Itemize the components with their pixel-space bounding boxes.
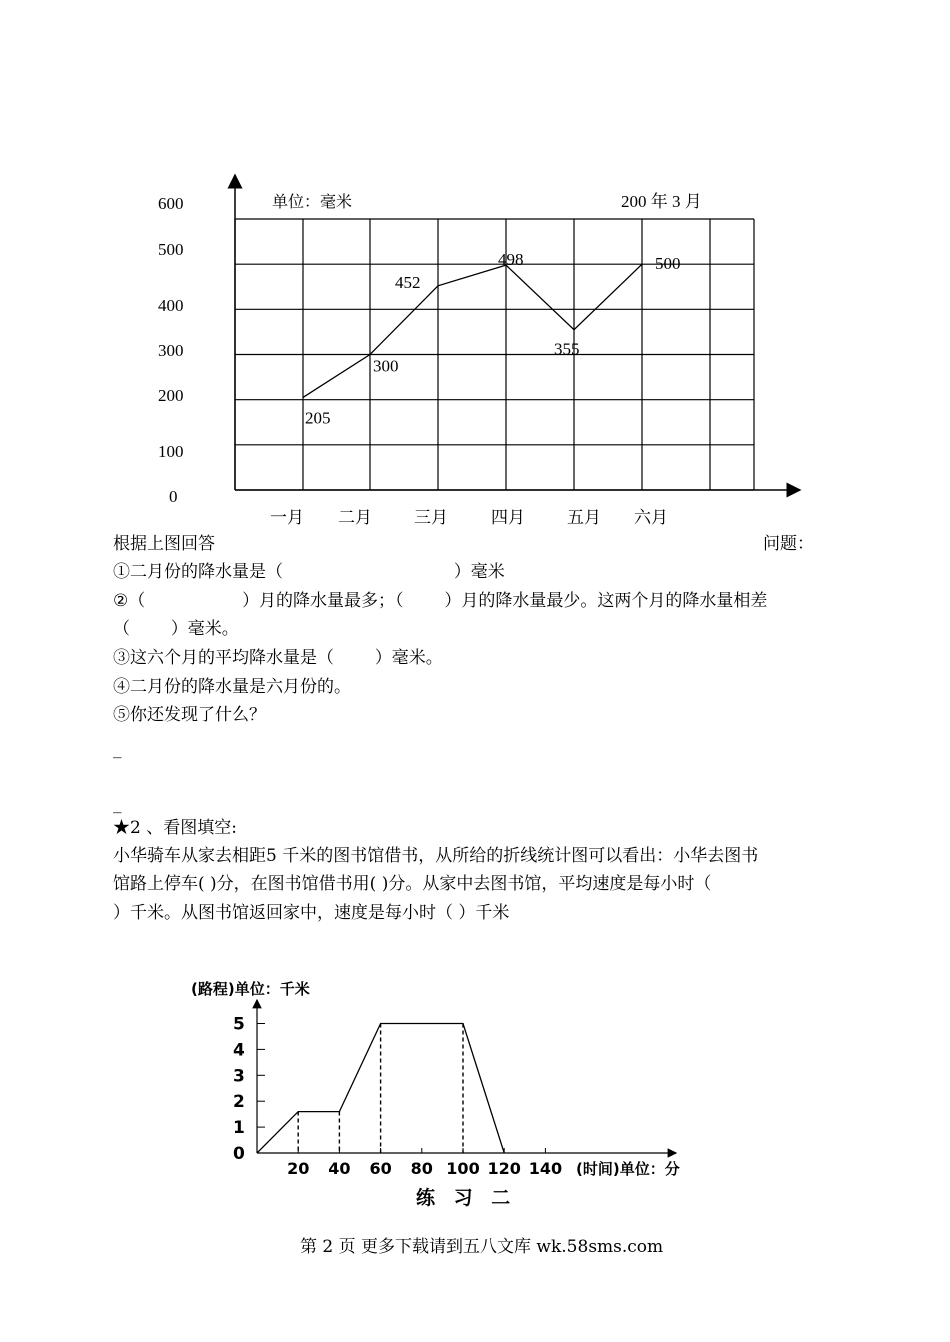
data-label: 205 — [305, 408, 331, 428]
y-tick-label: 300 — [158, 341, 184, 360]
unit-label: 单位：毫米 — [272, 194, 353, 211]
data-label: 500 — [655, 254, 681, 274]
x-tick-label: 20 — [287, 1159, 310, 1178]
x-tick-label: 二月 — [338, 508, 372, 527]
section2-title: ★2 、看图填空: — [113, 818, 237, 838]
question-5: ⑤你还发现了什么？ — [113, 705, 266, 725]
y-tick-labels — [158, 194, 184, 506]
x-tick-label: 100 — [446, 1159, 480, 1178]
data-label: 452 — [395, 272, 421, 292]
y-tick-label: 0 — [169, 487, 178, 506]
section2-line-2: 馆路上停车( )分，在图书馆借书用( )分。从家中去图书馆，平均速度是每小时（ — [113, 874, 712, 894]
dashed-drop-lines — [298, 1024, 463, 1154]
x-tick-label: 120 — [487, 1159, 521, 1178]
intro-text: 根据上图回答 — [113, 534, 215, 554]
distance-time-chart — [0, 960, 950, 1220]
x-tick-label: 80 — [410, 1159, 433, 1178]
page-footer: 第 2 页 更多下载请到五八文库 wk.58sms.com — [300, 1237, 664, 1257]
question-1-text-b: ）毫米 — [453, 562, 505, 582]
date-label: 200 年 3 月 — [621, 192, 702, 211]
question-2-text-a: ②（ — [113, 591, 146, 611]
y-tick-label: 0 — [233, 1144, 245, 1164]
x-axis-label: (时间)单位：分 — [576, 1160, 680, 1178]
question-3 — [113, 650, 443, 667]
y-tick-label: 200 — [158, 386, 184, 405]
question-2 — [113, 593, 767, 610]
question-4: ④二月份的降水量是六月份的。 — [113, 677, 351, 697]
y-ticks — [233, 1015, 265, 1165]
question-2-text-d: （ — [113, 619, 130, 639]
x-tick-label: 五月 — [567, 508, 601, 527]
question-3-text-a: ③这六个月的平均降水量是（ — [113, 648, 334, 668]
x-tick-label: 四月 — [491, 508, 525, 527]
y-tick-label: 500 — [158, 240, 184, 259]
question-3-text-b: ）毫米。 — [374, 648, 443, 668]
x-tick-labels — [270, 508, 668, 527]
question-2-text-c: ）月的降水量最少。这两个月的降水量相差 — [444, 591, 768, 611]
question-1-text-a: ①二月份的降水量是（ — [113, 562, 283, 582]
y-tick-label: 3 — [233, 1066, 245, 1087]
data-label: 355 — [554, 339, 580, 359]
intro-text-end: 问题： — [763, 534, 814, 554]
x-tick-label: 一月 — [270, 508, 304, 527]
x-tick-label: 40 — [328, 1159, 351, 1178]
y-tick-label: 1 — [233, 1118, 245, 1139]
answer-blank-2[interactable]: _ — [113, 794, 122, 814]
y-tick-label: 2 — [233, 1092, 245, 1113]
data-labels — [305, 250, 681, 427]
x-tick-label: 60 — [369, 1159, 392, 1178]
y-tick-label: 600 — [158, 194, 184, 213]
question-2-text-e: ）毫米。 — [170, 619, 239, 639]
question-2-text-b: ）月的降水量最多；（ — [242, 591, 404, 611]
question-2-cont — [113, 621, 239, 638]
data-label: 498 — [498, 250, 524, 270]
y-tick-label: 100 — [158, 442, 184, 461]
rainfall-chart — [0, 0, 950, 540]
answer-blank-1[interactable]: _ — [113, 739, 122, 759]
data-label: 300 — [373, 356, 399, 376]
section2-line-1: 小华骑车从家去相距5 千米的图书馆借书，从所给的折线统计图可以看出：小华去图书 — [113, 846, 759, 866]
question-1 — [113, 564, 505, 581]
y-axis-label: (路程)单位：千米 — [191, 980, 310, 998]
x-tick-label: 140 — [528, 1159, 563, 1178]
y-tick-label: 5 — [233, 1014, 245, 1035]
rainfall-line — [303, 264, 642, 397]
y-tick-label: 4 — [233, 1040, 245, 1061]
x-tick-label: 三月 — [414, 508, 448, 527]
x-tick-label: 六月 — [634, 508, 668, 527]
y-tick-label: 400 — [158, 296, 184, 315]
chart-caption: 练 习 二 — [416, 1187, 517, 1209]
section2-line-3: ）千米。从图书馆返回家中，速度是每小时（ ）千米 — [113, 903, 510, 923]
